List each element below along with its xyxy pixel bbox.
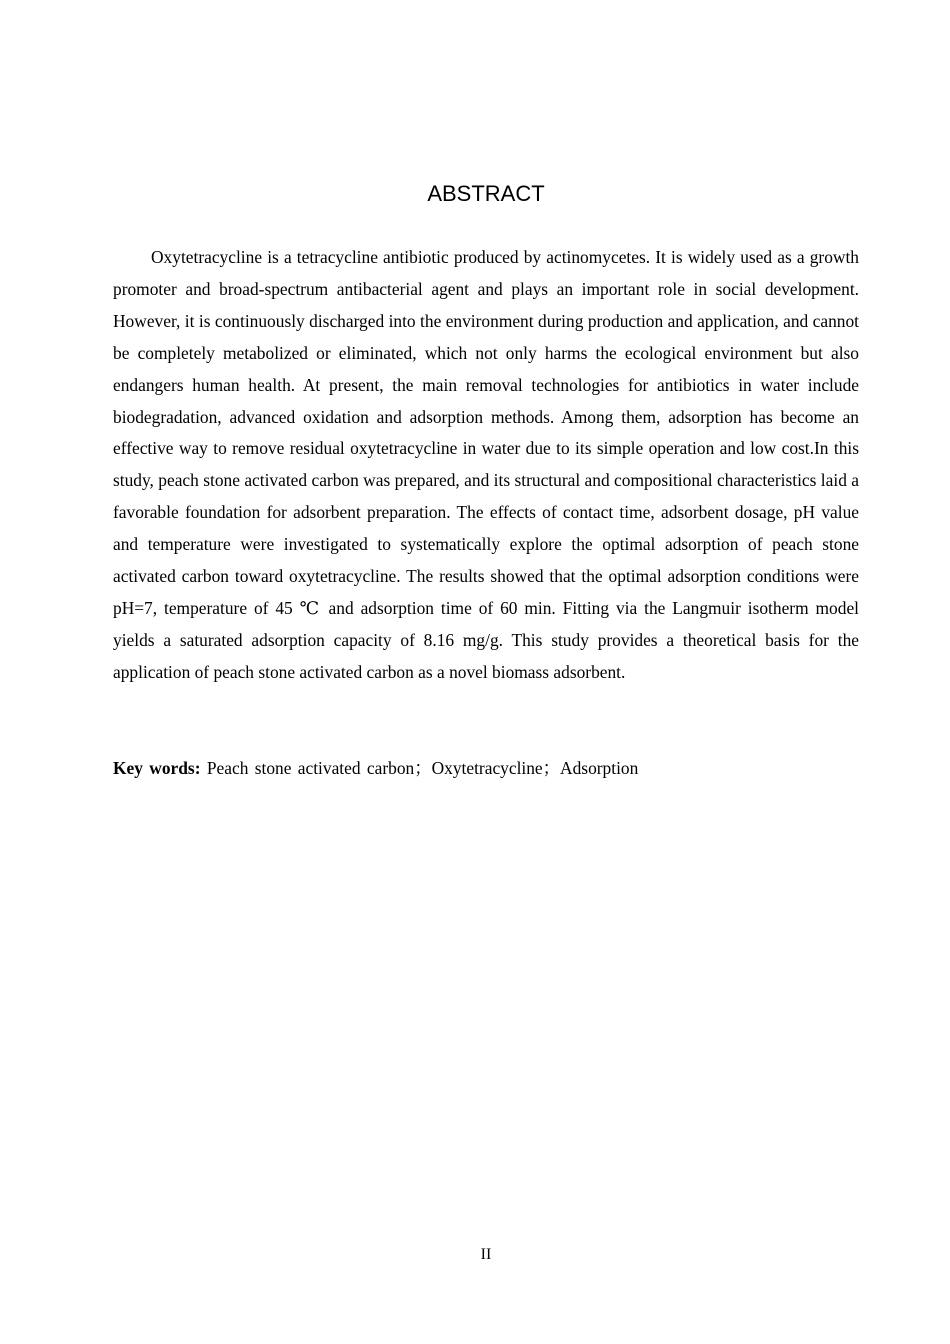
keywords-line [113, 753, 859, 785]
abstract-title: ABSTRACT [427, 181, 545, 206]
abstract-body: Oxytetracycline is a tetracycline antibiotic produced by actinomycetes. It is widely used as a growth promoter and broad-spectrum antibacterial agent and plays an important role in social development. However, it is continuously discharged into the environment during production and application, and cannot be completely metabolized or eliminated, which not only harms the ecological environment but also endangers human health. At present, the main removal technologies for antibiotics in water include biodegradation, advanced oxidation and adsorption methods. Among them, adsorption has become an effective way to remove residual oxytetracycline in water due to its simple operation and low cost.In this study, peach stone activated carbon was prepared, and its structural and compositional characteristics laid a favorable foundation for adsorbent preparation. The effects of contact time, adsorbent dosage, pH value and temperature were investigated to systematically explore the optimal adsorption of peach stone activated carbon toward oxytetracycline. The results showed that the optimal adsorption conditions were pH=7, temperature of 45 ℃ and adsorption time of 60 min. Fitting via the Langmuir isotherm model yields a saturated adsorption capacity of 8.16 mg/g. This study provides a theoretical basis for the application of peach stone activated carbon as a novel biomass adsorbent. [113, 247, 859, 682]
keywords-text: Peach stone activated carbon；Oxytetracycline；Adsorption [206, 758, 639, 778]
keywords-label: Key words: [113, 758, 201, 778]
page-number: II [480, 1246, 492, 1263]
